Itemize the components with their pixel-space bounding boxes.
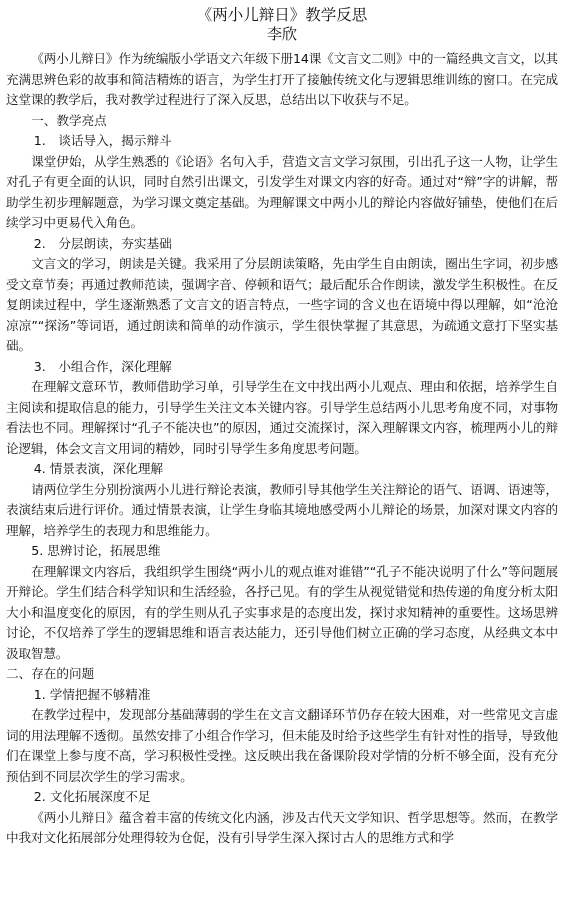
author-name: 李欣 (266, 25, 297, 43)
subheading-4: 4. 情景表演，深化理解 (33, 461, 164, 476)
subheading-3: 3. 小组合作，深化理解 (33, 358, 172, 374)
paragraph-1: 课堂伊始，从学生熟悉的《论语》名句入手，营造文言文学习氛围，引出孔子这一人物，让学生对孔子有更全面的认识，同时自然引出课文，引发学生对课文内容的好奇。通过对“辩”字的讲解，帮助学生初步理解题意，为学习课文奠定基础。为理解课文中两小儿的辩论内容做好铺垫，使他们在后续学习中更易代入角色。 (6, 153, 558, 230)
intro-paragraph: 《两小儿辩日》作为统编版小学语文六年级下册14课《文言文二则》中的一篇经典文言文，以其充满思辨色彩的故事和简洁精炼的语言，为学生打开了接触传统文化与逻辑思维训练的窗口。在完成这堂课的教学后，我对教学过程进行了深入反思，总结出以下收获与不足。 (6, 51, 558, 107)
subheading-5: 5. 思辨讨论，拓展思维 (31, 543, 161, 558)
problem-paragraph-1: 在教学过程中，发现部分基础薄弱的学生在文言文翻译环节仍存在较大困难，对一些常见文言虚词的用法理解不透彻。虽然安排了小组合作学习，但未能及时给予这些学生有针对性的指导，导致他们在课堂上参与度不高，学习积极性受挫。这反映出我在备课阶段对学情的分析不够全面，没有充分预估到不同层次学生的学习需求。 (6, 707, 558, 784)
paragraph-5: 在理解课文内容后，我组织学生围绕“两小儿的观点谁对谁错”“孔子不能决说明了什么”等问题展开辩论。学生们结合科学知识和生活经验，各抒己见。有的学生从视觉错觉和热传递的角度分析太阳大小和温度变化的原因，有的学生则从孔子实事求是的态度出发，探讨求知精神的重要性。这场思辨讨论，不仅培养了学生的逻辑思维和语言表达能力，还引导他们树立正确的学习态度，从经典文本中汲取智慧。 (6, 563, 558, 661)
problem-subheading-1: 1. 学情把握不够精准 (33, 686, 151, 702)
paragraph-4: 请两位学生分别扮演两小儿进行辩论表演，教师引导其他学生关注辩论的语气、语调、语速等，表演结束后进行评价。通过情景表演，让学生身临其境地感受两小儿辩论的场景，加深对课文内容的理解，培养学生的表现力和思维能力。 (6, 481, 558, 538)
problem-paragraph-2: 《两小儿辩日》蕴含着丰富的传统文化内涵，涉及古代天文学知识、哲学思想等。然而，在教学中我对文化拓展部分处理得较为仓促，没有引导学生深入探讨古人的思维方式和学 (6, 809, 558, 845)
paragraph-2: 文言文的学习，朗读是关键。我采用了分层朗读策略，先由学生自由朗读，圈出生字词，初步感受文章节奏；再通过教师范读，强调字音、停顿和语气；最后配乐合作朗读，激发学生积极性。在反复朗读过程中，学生逐渐熟悉了文言文的语言特点，一些字词的含义也在语境中得以理解，如“沧沧凉凉”“探汤”等词语，通过朗读和简单的动作演示，学生很快掌握了其意思，为疏通文意打下坚实基础。 (6, 256, 558, 353)
document-title: 《两小儿辩日》教学反思 (196, 6, 368, 24)
subheading-1: 1. 谈话导入，揭示辩斗 (33, 133, 172, 148)
subheading-2: 2. 分层朗读，夯实基础 (33, 235, 172, 251)
section-heading-highlights: 一、教学亮点 (31, 112, 107, 128)
problem-subheading-2: 2. 文化拓展深度不足 (33, 789, 151, 804)
paragraph-3: 在理解文意环节，教师借助学习单，引导学生在文中找出两小儿观点、理由和依据，培养学生自主阅读和提取信息的能力，引导学生关注文本关键内容。引导学生总结两小儿思考角度不同，对事物看法也不同。理解探讨“孔子不能决也”的原因，通过交流探讨，深入理解课文内容，梳理两小儿的辩论逻辑，体会文言文用词的精妙，同时引导学生多角度思考问题。 (6, 379, 558, 456)
section-heading-problems: 二、存在的问题 (6, 666, 95, 681)
